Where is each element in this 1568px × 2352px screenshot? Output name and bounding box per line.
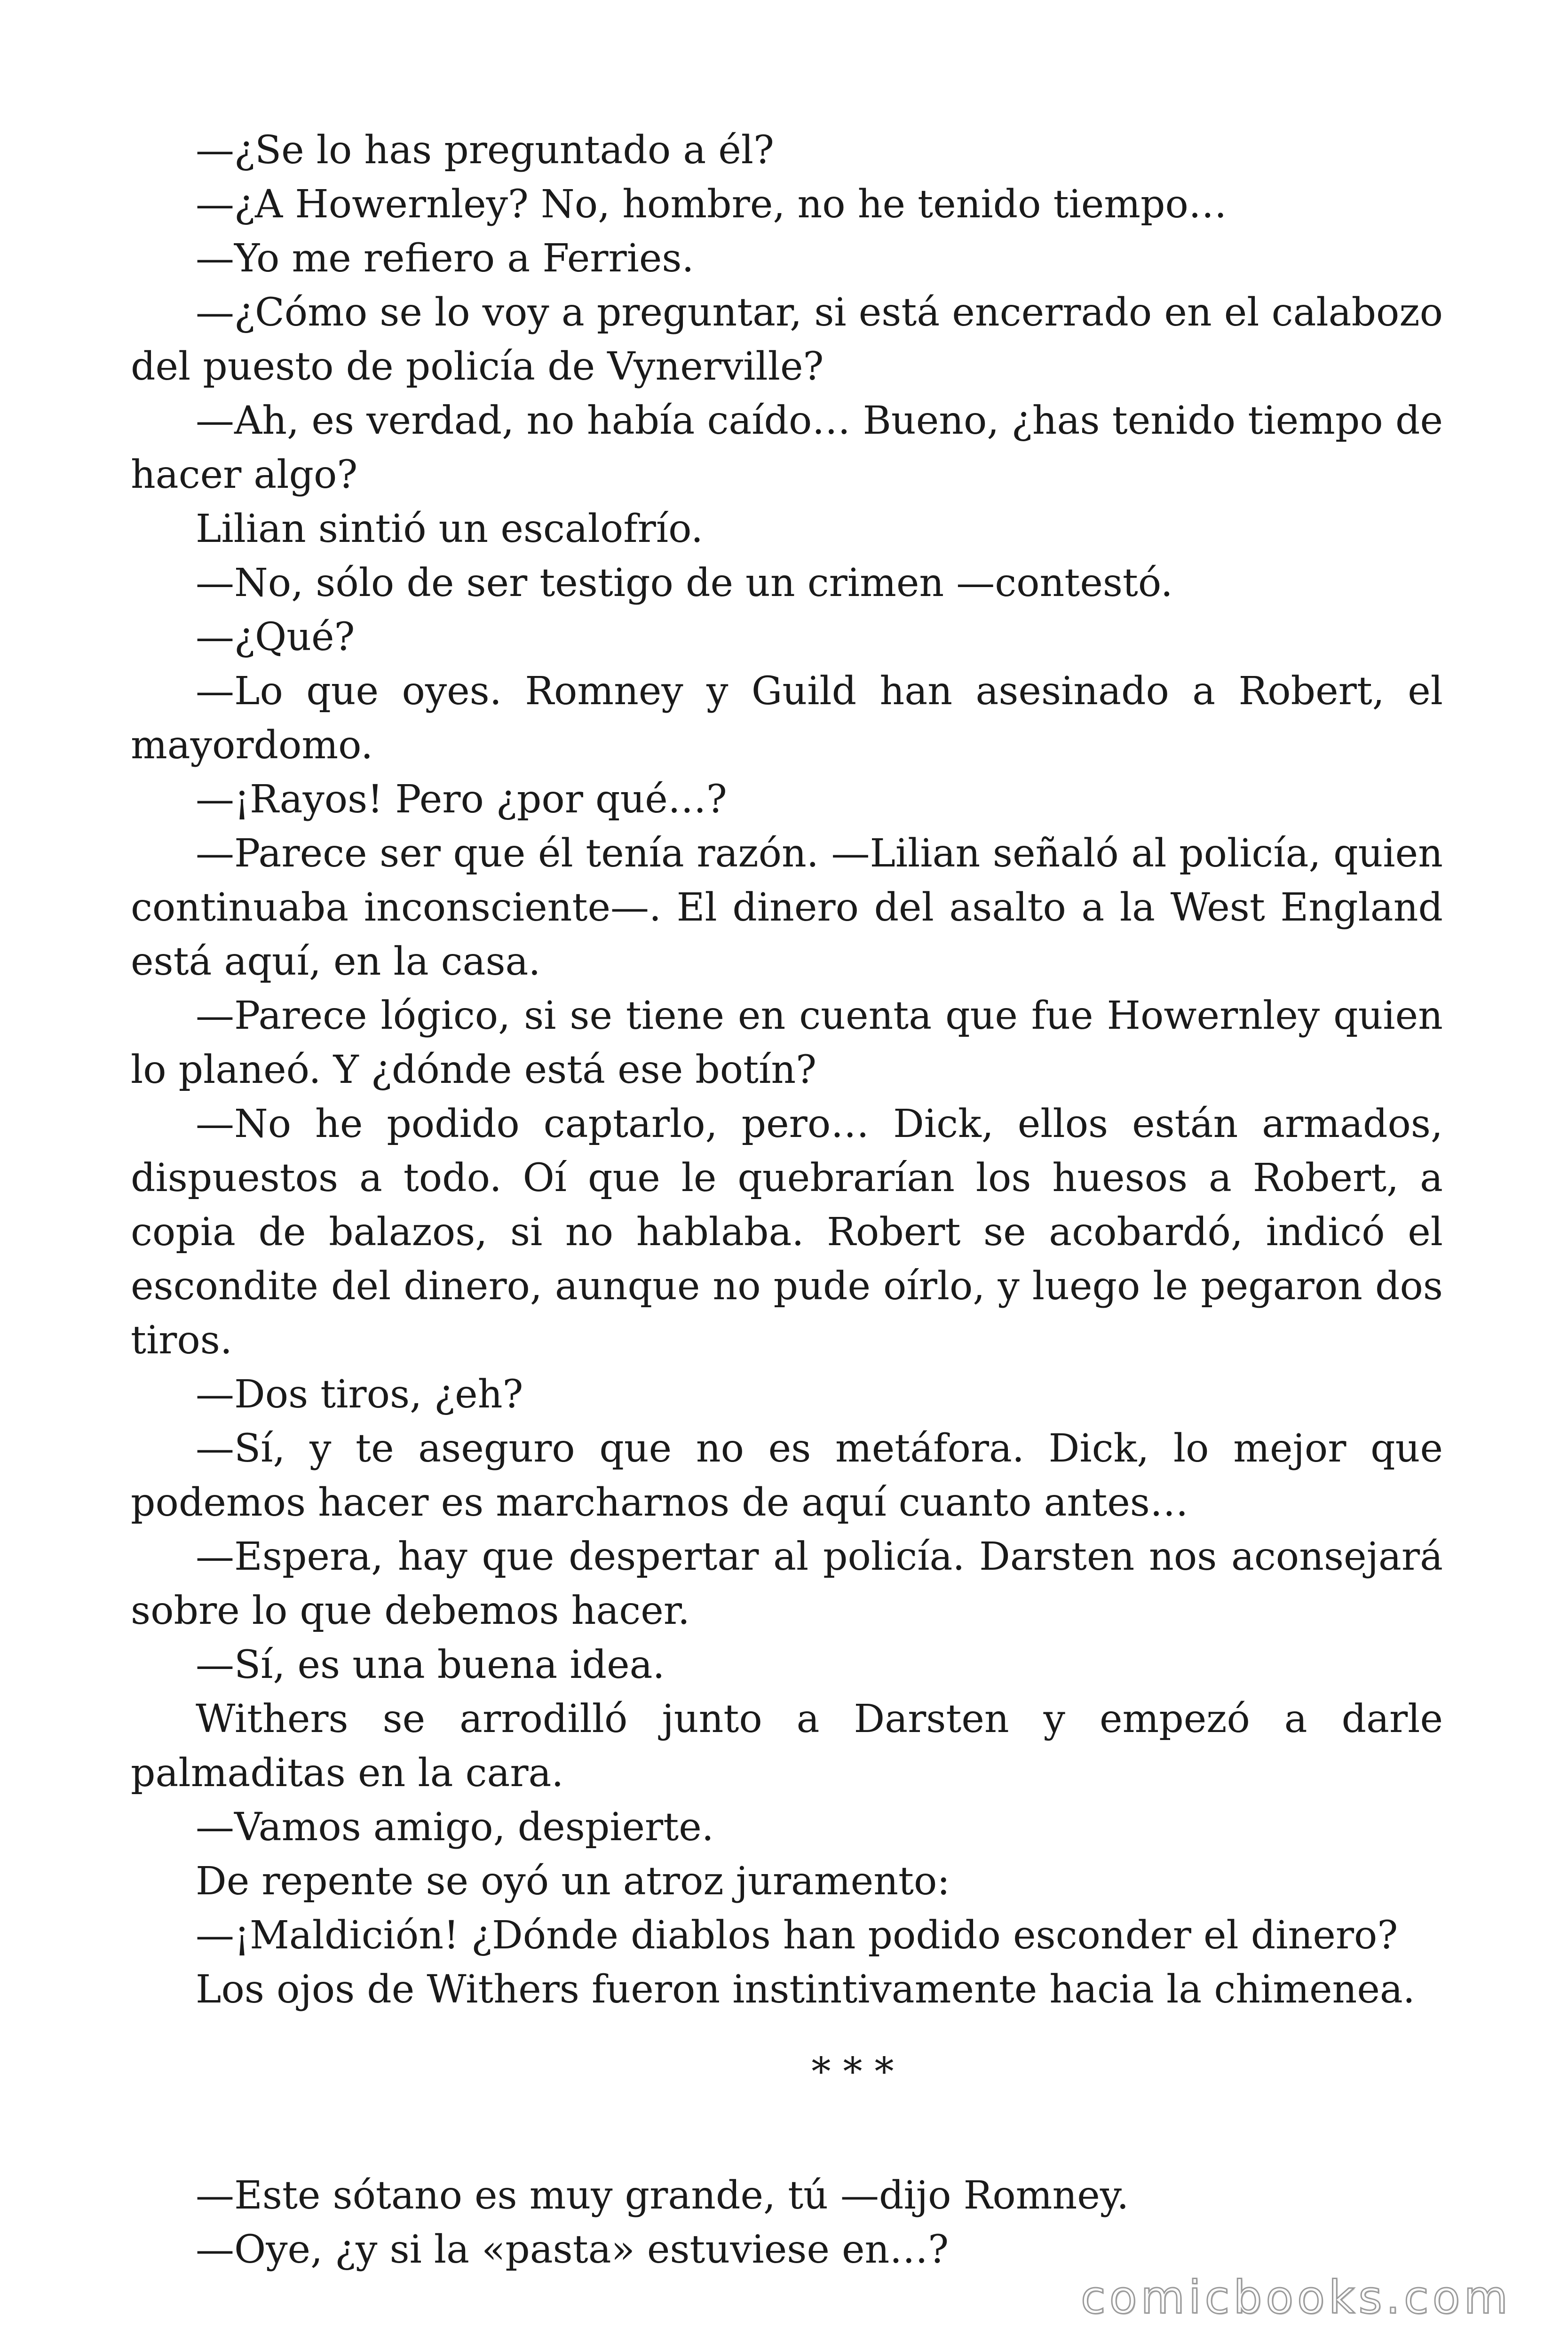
paragraph: —No he podido captarlo, pero… Dick, ellos están armados, dispuestos a todo. Oí que le quebrarían los huesos a Robert, a copia de balazos, si no hablaba. Robert se acobardó, indicó el escondite del dinero, aunque no pude oírlo, y luego le pegaron dos tiros. — [131, 1102, 1443, 1363]
watermark: comicbooks.com — [1080, 2271, 1512, 2324]
book-page — [131, 123, 1443, 2277]
paragraph: De repente se oyó un atroz juramento: — [196, 1859, 950, 1904]
paragraph: —No, sólo de ser testigo de un crimen —contestó. — [196, 561, 1173, 605]
paragraph: —¡Rayos! Pero ¿por qué…? — [196, 777, 727, 822]
paragraph: —Ah, es verdad, no había caído… Bueno, ¿has tenido tiempo de hacer algo? — [131, 398, 1443, 497]
section-separator: * * * — [811, 2050, 894, 2094]
paragraph: —Yo me refiero a Ferries. — [196, 236, 694, 281]
paragraph: —Oye, ¿y si la «pasta» estuviese en…? — [196, 2227, 949, 2272]
paragraph: —Sí, es una buena idea. — [196, 1643, 665, 1687]
paragraph: —¿Cómo se lo voy a preguntar, si está encerrado en el calabozo del puesto de policía de Vynerville? — [131, 290, 1443, 389]
paragraph: —Parece lógico, si se tiene en cuenta que fue Howernley quien lo planeó. Y ¿dónde está ese botín? — [131, 993, 1443, 1092]
paragraph: —Este sótano es muy grande, tú —dijo Romney. — [196, 2173, 1129, 2218]
paragraph: Los ojos de Withers fueron instintivamente hacia la chimenea. — [196, 1967, 1415, 2012]
paragraph: —¡Maldición! ¿Dónde diablos han podido esconder el dinero? — [196, 1913, 1398, 1958]
paragraph: —Sí, y te aseguro que no es metáfora. Dick, lo mejor que podemos hacer es marcharnos de aquí cuanto antes… — [131, 1426, 1443, 1525]
paragraph: —Parece ser que él tenía razón. —Lilian señaló al policía, quien continuaba inconsciente—. El dinero del asalto a la West England está aquí, en la casa. — [131, 831, 1443, 984]
paragraph: —¿Qué? — [196, 615, 355, 660]
paragraph: —¿Se lo has preguntado a él? — [196, 128, 774, 173]
paragraph: —Dos tiros, ¿eh? — [196, 1372, 523, 1417]
paragraph: —Vamos amigo, despierte. — [196, 1805, 714, 1850]
paragraph: —Lo que oyes. Romney y Guild han asesinado a Robert, el mayordomo. — [131, 669, 1443, 768]
paragraph: —Espera, hay que despertar al policía. Darsten nos aconsejará sobre lo que debemos hacer. — [131, 1534, 1443, 1633]
paragraph: Withers se arrodilló junto a Darsten y empezó a darle palmaditas en la cara. — [131, 1697, 1443, 1796]
paragraph: —¿A Howernley? No, hombre, no he tenido tiempo… — [196, 182, 1227, 227]
paragraph: Lilian sintió un escalofrío. — [196, 507, 704, 551]
